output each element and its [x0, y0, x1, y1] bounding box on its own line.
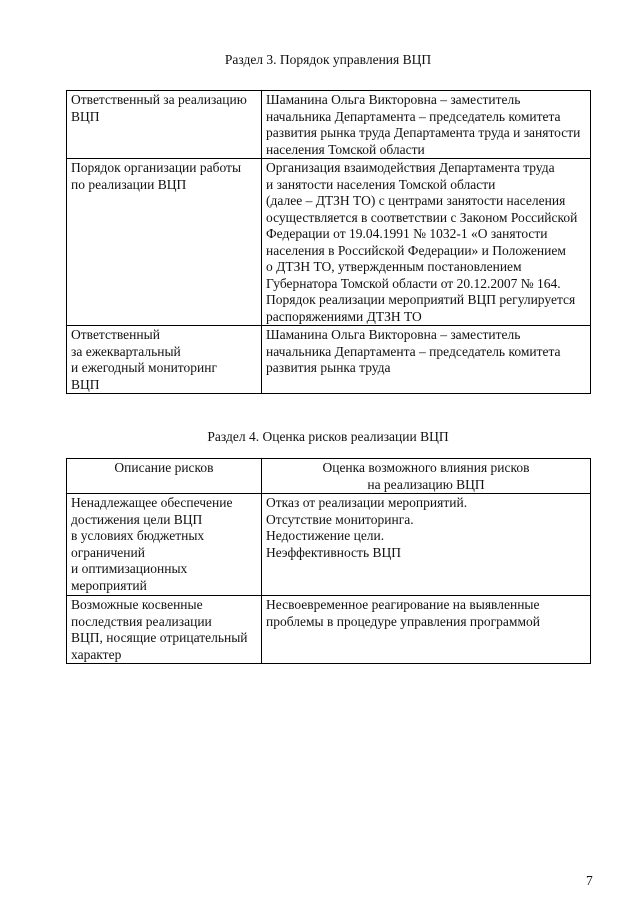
- responsible-value: Шаманина Ольга Викторовна – заместитель начальника Департамента – председатель комитета развития рынка труда Департамента труда и занятости населения Томской области: [262, 91, 591, 159]
- table-row: [67, 596, 591, 664]
- risk-description: Ненадлежащее обеспечение достижения цели ВЦП в условиях бюджетных ограничений и оптимизационных мероприятий: [67, 494, 262, 596]
- table-row: [67, 159, 591, 326]
- monitoring-label: Ответственный за ежеквартальный и ежегодный мониторинг ВЦП: [67, 326, 262, 394]
- page-number: 7: [586, 873, 593, 888]
- risk-description: Возможные косвенные последствия реализации ВЦП, носящие отрицательный характер: [67, 596, 262, 664]
- management-table: [66, 90, 591, 394]
- risk-impact-header: Оценка возможного влияния рисков на реализацию ВЦП: [262, 459, 591, 494]
- monitoring-value: Шаманина Ольга Викторовна – заместитель начальника Департамента – председатель комитета развития рынка труда: [262, 326, 591, 394]
- organization-value: Организация взаимодействия Департамента труда и занятости населения Томской области (далее – ДТЗН ТО) с центрами занятости населения осуществляется в соответствии с Законом Российской Федерации от 19.04.1991 № 1032-1 «О занятости населения в Российской Федерации» и Положением о ДТЗН ТО, утвержденным постановлением Губернатора Томской области от 20.12.2007 № 164. Порядок реализации мероприятий ВЦП регулируется распоряжениями ДТЗН ТО: [262, 159, 591, 326]
- risks-table: [66, 458, 591, 664]
- table-row: [67, 91, 591, 159]
- risk-description-header: Описание рисков: [67, 459, 262, 494]
- table-header-row: [67, 459, 591, 494]
- section-3-title: Раздел 3. Порядок управления ВЦП: [224, 52, 432, 67]
- organization-label: Порядок организации работы по реализации ВЦП: [67, 159, 262, 326]
- section-4-title: Раздел 4. Оценка рисков реализации ВЦП: [207, 429, 449, 444]
- table-row: [67, 326, 591, 394]
- risk-impact: Несвоевременное реагирование на выявленные проблемы в процедуре управления программой: [262, 596, 591, 664]
- risk-impact: Отказ от реализации мероприятий. Отсутствие мониторинга. Недостижение цели. Неэффективность ВЦП: [262, 494, 591, 596]
- table-row: [67, 494, 591, 596]
- responsible-label: Ответственный за реализацию ВЦП: [67, 91, 262, 159]
